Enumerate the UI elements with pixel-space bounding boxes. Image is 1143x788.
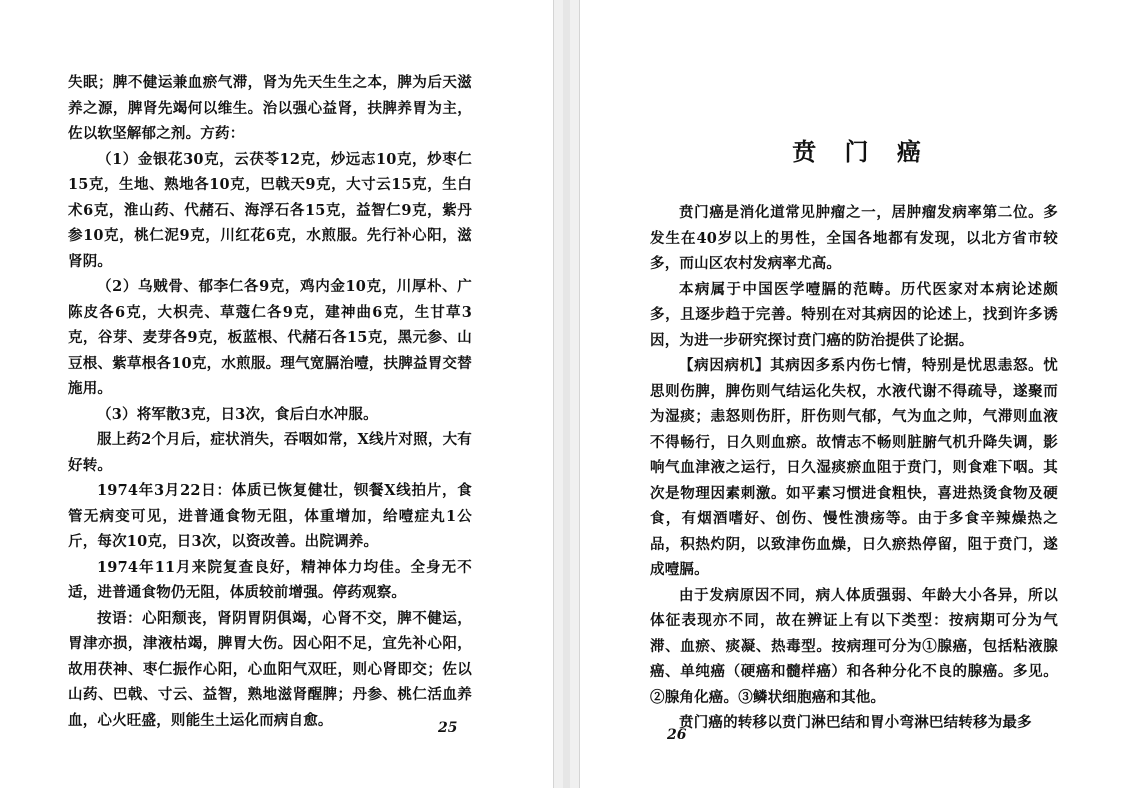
page-number: 25	[438, 720, 458, 736]
paragraph: 贲门癌是消化道常见肿瘤之一，居肿瘤发病率第二位。多发生在40岁以上的男性，全国各地都有发现，以北方省市较多，而山区农村发病率尤高。	[650, 204, 1058, 272]
page-number: 26	[667, 727, 687, 743]
paragraph: （1）金银花30克，云茯苓12克，炒远志10克，炒枣仁15克，生地、熟地各10克，巴戟天9克，大寸云15克，生白术6克，淮山药、代赭石、海浮石各15克，益智仁9克，紫丹参10克，桃仁泥9克，川红花6克，水煎服。先行补心阳，滋肾阴。	[68, 150, 472, 270]
page-25-text	[68, 70, 472, 733]
page-divider-scrollbar[interactable]	[553, 0, 580, 788]
chapter-title: 贲 门 癌	[792, 137, 931, 166]
paragraph: 由于发病原因不同，病人体质强弱、年龄大小各异，所以体征表现亦不同，故在辨证上有以下类型：按病期可分为气滞、血瘀、痰凝、热毒型。按病理可分为①腺癌，包括粘液腺癌、单纯癌（硬癌和髓样癌）和各种分化不良的腺癌。多见。②腺角化癌。③鳞状细胞癌和其他。	[650, 586, 1058, 706]
paragraph: 1974年11月来院复查良好，精神体力均佳。全身无不适，进普通食物仍无阻，体质较前增强。停药观察。	[68, 558, 472, 601]
page-25	[0, 0, 553, 788]
paragraph: 【病因病机】其病因多系内伤七情，特别是忧思恚怒。忧思则伤脾，脾伤则气结运化失权，水液代谢不得疏导，遂聚而为湿痰；恚怒则伤肝，肝伤则气郁，气为血之帅，气滞则血液不得畅行，日久则血瘀。故情志不畅则脏腑气机升降失调，影响气血津液之运行，日久湿痰瘀血阻于贲门，则食难下咽。其次是物理因素刺激。如平素习惯进食粗快，喜进热烫食物及硬食，有烟酒嗜好、创伤、慢性溃疡等。由于多食辛辣燥热之品，积热灼阴，以致津伤血燥，日久瘀热停留，阻于贲门，遂成噎膈。	[650, 357, 1058, 578]
scrollbar-track[interactable]	[563, 0, 570, 788]
paragraph: 贲门癌的转移以贲门淋巴结和胃小弯淋巴结转移为最多	[679, 714, 1032, 731]
paragraph: 1974年3月22日：体质已恢复健壮，钡餐X线拍片，食管无病变可见，进普通食物无阻，体重增加，给噎症丸1公斤，每次10克，日3次，以资改善。出院调养。	[68, 482, 472, 550]
page-26-text	[650, 200, 1058, 736]
page-26	[580, 0, 1143, 788]
paragraph: 按语：心阳颓丧，肾阴胃阴俱竭，心肾不交，脾不健运，胃津亦损，津液枯竭，脾胃大伤。因心阳不足，宜先补心阳，故用茯神、枣仁振作心阳，心血阳气双旺，则心肾即交；佐以山药、巴戟、寸云、益智，熟地滋肾醒脾；丹参、桃仁活血养血，心火旺盛，则能生土运化而病自愈。	[68, 609, 472, 729]
paragraph: 服上药2个月后，症状消失，吞咽如常，X线片对照，大有好转。	[68, 431, 472, 474]
paragraph: 本病属于中国医学噎膈的范畴。历代医家对本病论述颇多，且逐步趋于完善。特别在对其病因的论述上，找到许多诱因，为进一步研究探讨贲门癌的防治提供了论据。	[650, 280, 1058, 349]
paragraph: 失眠；脾不健运兼血瘀气滞，肾为先天生生之本，脾为后天滋养之源，脾肾先竭何以维生。治以强心益肾，扶脾养胃为主，佐以软坚解郁之剂。方药：	[68, 74, 472, 142]
paragraph: （3）将军散3克，日3次，食后白水冲服。	[97, 405, 378, 423]
paragraph: （2）乌贼骨、郁李仁各9克，鸡内金10克，川厚朴、广陈皮各6克，大枳壳、草蔻仁各9克，建神曲6克，生甘草3克，谷芽、麦芽各9克，板蓝根、代赭石各15克，黑元参、山豆根、紫草根各10克，水煎服。理气宽膈治噎，扶脾益胃交替施用。	[68, 278, 472, 397]
